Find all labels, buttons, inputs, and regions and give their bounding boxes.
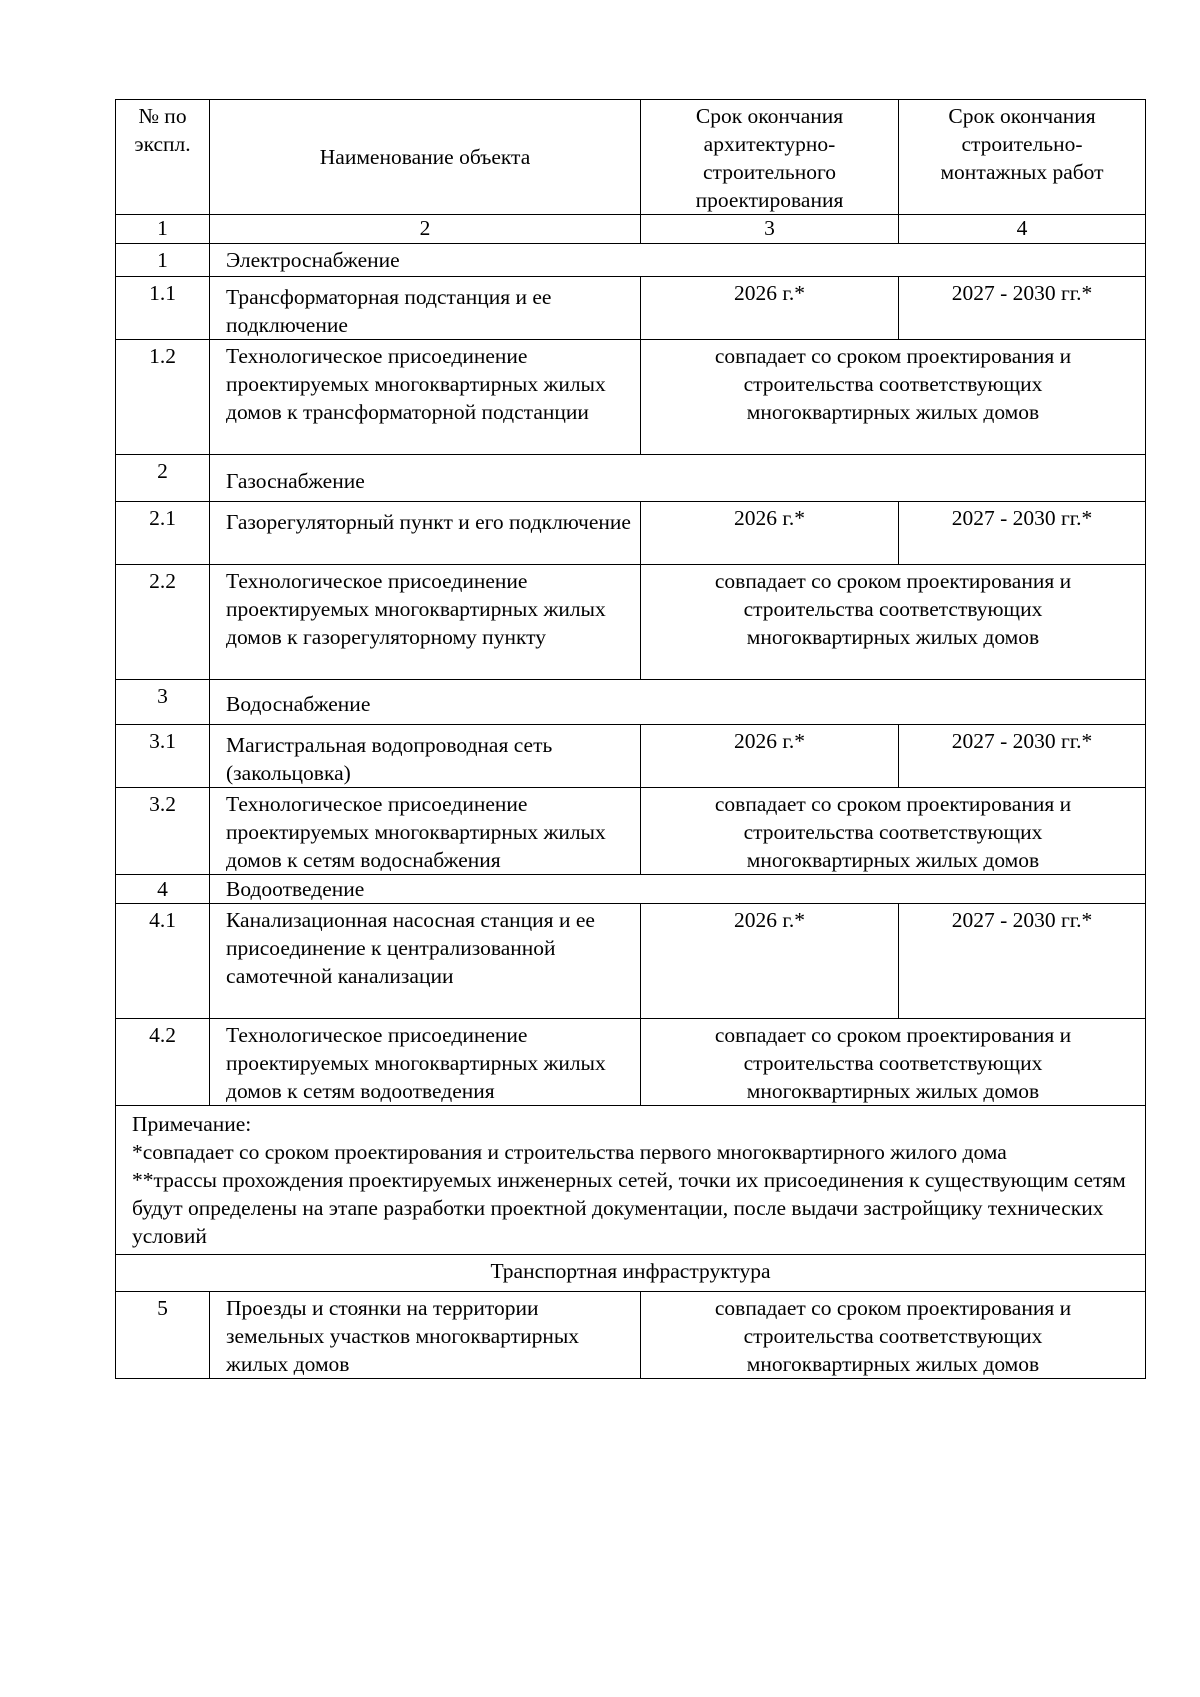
column-index-row: [116, 215, 1146, 244]
column-index-cell: 3: [641, 215, 899, 244]
combined-deadline: совпадает со сроком проектирования и строительства соответствующих многоквартирных жилых домов: [641, 565, 1146, 680]
table-header-row: [116, 100, 1146, 215]
section-row-power-supply: [116, 244, 1146, 277]
row-number: 5: [116, 1292, 210, 1379]
section-number: 2: [116, 455, 210, 502]
combined-deadline: совпадает со сроком проектирования и строительства соответствующих многоквартирных жилых домов: [641, 1292, 1146, 1379]
construction-deadline: 2027 - 2030 гг.*: [899, 502, 1146, 565]
row-number: 4.2: [116, 1019, 210, 1106]
object-name: Проезды и стоянки на территории земельных участков многоквартирных жилых домов: [210, 1292, 641, 1379]
note-title: Примечание:: [132, 1112, 252, 1136]
object-name: Трансформаторная подстанция и ее подключение: [210, 277, 641, 340]
table-row: [116, 1292, 1146, 1379]
section-title: Водоотведение: [210, 875, 1146, 904]
section-row-water-supply: [116, 680, 1146, 725]
note-line-2: **трассы прохождения проектируемых инженерных сетей, точки их присоединения к существующим сетям будут определены на этапе разработки проектной документации, после выдачи застройщику технических условий: [132, 1168, 1126, 1248]
construction-deadline: 2027 - 2030 гг.*: [899, 904, 1146, 1019]
object-name: Канализационная насосная станция и ее присоединение к централизованной самотечной канализации: [210, 904, 641, 1019]
table-row: [116, 725, 1146, 788]
object-name: Магистральная водопроводная сеть (закольцовка): [210, 725, 641, 788]
section-title: Водоснабжение: [210, 680, 1146, 725]
section-number: 1: [116, 244, 210, 277]
design-deadline: 2026 г.*: [641, 725, 899, 788]
table-row: [116, 1019, 1146, 1106]
table-row: [116, 502, 1146, 565]
transport-section-title: Транспортная инфраструктура: [116, 1255, 1146, 1292]
section-row-gas-supply: [116, 455, 1146, 502]
note-line-1: *совпадает со сроком проектирования и строительства первого многоквартирного жилого дома: [132, 1140, 1007, 1164]
row-number: 2.1: [116, 502, 210, 565]
design-deadline: 2026 г.*: [641, 502, 899, 565]
row-number: 1.2: [116, 340, 210, 455]
note-cell: [116, 1106, 1146, 1255]
row-number: 2.2: [116, 565, 210, 680]
section-title: Электроснабжение: [210, 244, 1146, 277]
object-name: Технологическое присоединение проектируемых многоквартирных жилых домов к сетям водоснабжения: [210, 788, 641, 875]
object-name: Технологическое присоединение проектируемых многоквартирных жилых домов к газорегуляторному пункту: [210, 565, 641, 680]
table-row: [116, 277, 1146, 340]
construction-deadline: 2027 - 2030 гг.*: [899, 725, 1146, 788]
object-name: Технологическое присоединение проектируемых многоквартирных жилых домов к сетям водоотведения: [210, 1019, 641, 1106]
header-col-name: Наименование объекта: [210, 100, 641, 215]
row-number: 4.1: [116, 904, 210, 1019]
table-row: [116, 788, 1146, 875]
combined-deadline: совпадает со сроком проектирования и строительства соответствующих многоквартирных жилых домов: [641, 1019, 1146, 1106]
design-deadline: 2026 г.*: [641, 277, 899, 340]
section-number: 3: [116, 680, 210, 725]
design-deadline: 2026 г.*: [641, 904, 899, 1019]
table-row: [116, 565, 1146, 680]
header-col-num: № по экспл.: [116, 100, 210, 215]
header-col-construction-deadline: Срок окончания строительно-монтажных работ: [899, 100, 1146, 215]
section-row-sewerage: [116, 875, 1146, 904]
note-row: [116, 1106, 1146, 1255]
header-col-design-deadline: Срок окончания архитектурно-строительного проектирования: [641, 100, 899, 215]
row-number: 3.1: [116, 725, 210, 788]
combined-deadline: совпадает со сроком проектирования и строительства соответствующих многоквартирных жилых домов: [641, 340, 1146, 455]
section-number: 4: [116, 875, 210, 904]
construction-deadline: 2027 - 2030 гг.*: [899, 277, 1146, 340]
object-name: Газорегуляторный пункт и его подключение: [210, 502, 641, 565]
schedule-table: [115, 99, 1146, 1379]
column-index-cell: 1: [116, 215, 210, 244]
table-row: [116, 340, 1146, 455]
section-title: Газоснабжение: [210, 455, 1146, 502]
column-index-cell: 4: [899, 215, 1146, 244]
section-row-transport: [116, 1255, 1146, 1292]
combined-deadline: совпадает со сроком проектирования и строительства соответствующих многоквартирных жилых домов: [641, 788, 1146, 875]
object-name: Технологическое присоединение проектируемых многоквартирных жилых домов к трансформаторной подстанции: [210, 340, 641, 455]
column-index-cell: 2: [210, 215, 641, 244]
row-number: 3.2: [116, 788, 210, 875]
table-row: [116, 904, 1146, 1019]
row-number: 1.1: [116, 277, 210, 340]
